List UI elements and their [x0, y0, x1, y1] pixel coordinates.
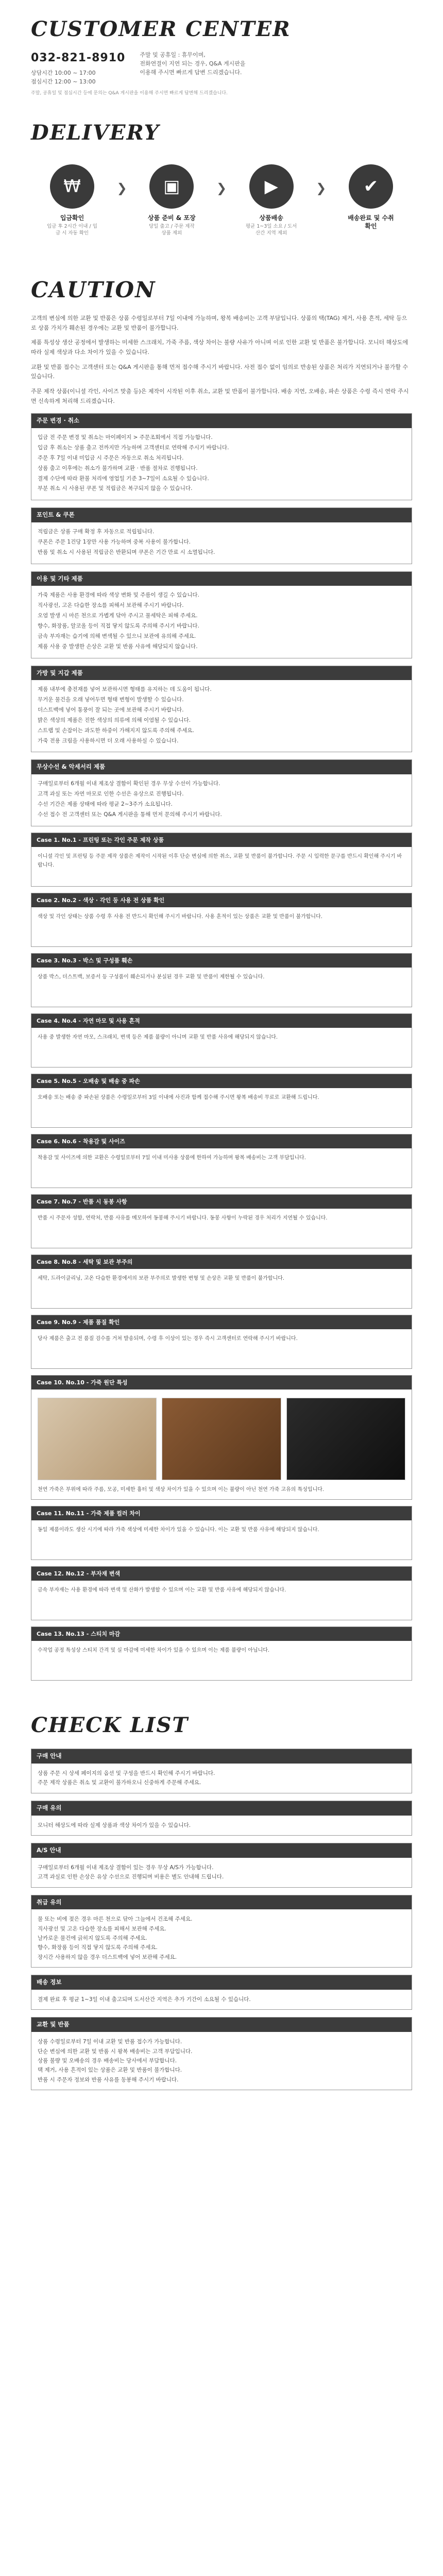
case-head: Case 10. No.10 - 가죽 원단 특성 — [31, 1376, 412, 1389]
case-body: 착용감 및 사이즈에 의한 교환은 수령일로부터 7일 이내 미사용 상품에 한하여 가능하며 왕복 배송비는 고객 부담입니다. — [38, 1155, 306, 1161]
checklist-line: 결제 완료 후 평균 1~3일 이내 출고되며 도서산간 지역은 추가 기간이 소요될 수 있습니다. — [38, 1996, 251, 2003]
case-box — [31, 1013, 412, 1067]
case-body: 금속 부자재는 사용 환경에 따라 변색 및 산화가 발생할 수 있으며 이는 교환 및 반품 사유에 해당되지 않습니다. — [38, 1587, 286, 1594]
caution-line: 무거운 물건을 오래 넣어두면 형태 변형이 발생할 수 있습니다. — [38, 697, 184, 703]
leather-photo-black — [286, 1398, 405, 1480]
caution-section-head: 포인트 & 쿠폰 — [31, 508, 412, 522]
case-head: Case 11. No.11 - 가죽 제품 컬러 차이 — [31, 1506, 412, 1520]
caution-title: CAUTION — [31, 277, 156, 302]
case-box — [31, 1134, 412, 1188]
caution-line: 금속 부자재는 습기에 의해 변색될 수 있으니 보관에 유의해 주세요. — [38, 633, 196, 639]
case-body: 오배송 또는 배송 중 파손된 상품은 수령일로부터 3일 이내에 사진과 함께 접수해 주시면 왕복 배송비 무료로 교환해 드립니다. — [38, 1094, 319, 1100]
delivery-step-shipping — [246, 164, 297, 237]
checklist-item-caution — [31, 1801, 412, 1836]
case-body: 세탁, 드라이클리닝, 고온 다습한 환경에서의 보관 부주의로 발생한 변형 및 손상은 교환 및 반품이 불가합니다. — [38, 1275, 285, 1281]
caution-line: 입금 후 취소는 상품 출고 전까지만 가능하며 고객센터로 연락해 주시기 바랍니다. — [38, 445, 229, 451]
checklist-title: CHECK LIST — [31, 1713, 189, 1738]
delivery-step-label: 상품배송 — [259, 214, 283, 222]
caution-line: 더스트백에 넣어 통풍이 잘 되는 곳에 보관해 주시기 바랍니다. — [38, 707, 184, 714]
caution-line: 상품 출고 이후에는 취소가 불가하며 교환 · 반품 절차로 진행됩니다. — [38, 465, 198, 471]
cs-hours-line: 점심시간 12:00 ~ 13:00 — [31, 78, 96, 85]
caution-section-body — [31, 428, 412, 500]
checklist-line: 주문 제작 상품은 취소 및 교환이 불가하오니 신중하게 주문해 주세요. — [38, 1780, 201, 1786]
caution-line: 제품 사용 중 발생한 손상은 교환 및 반품 사유에 해당되지 않습니다. — [38, 643, 198, 650]
checklist-line: 상품 주문 시 상세 페이지의 옵션 및 구성을 반드시 확인해 주시기 바랍니다. — [38, 1770, 215, 1777]
case-head: Case 7. No.7 - 반품 시 동봉 사항 — [31, 1195, 412, 1209]
delivery-step-sub: 당일 출고 / 주문 제작 상품 제외 — [148, 224, 195, 236]
check-icon: ✔ — [349, 164, 393, 209]
case-head: Case 12. No.12 - 부자재 변색 — [31, 1567, 412, 1581]
case-body: 동일 제품이라도 생산 시기에 따라 가죽 색상에 미세한 차이가 있을 수 있습니다. 이는 교환 및 반품 사유에 해당되지 않습니다. — [38, 1527, 319, 1533]
truck-icon: ▶ — [249, 164, 294, 209]
checklist-item-as — [31, 1843, 412, 1888]
case-body: 사용 중 발생한 자연 마모, 스크래치, 변색 등은 제품 불량이 아니며 교환 및 반품 사유에 해당되지 않습니다. — [38, 1034, 278, 1040]
cs-notice-line: 주말 및 공휴일 : 휴무이며, — [140, 52, 206, 58]
checklist-line: 모니터 해상도에 따라 실제 상품과 색상 차이가 있을 수 있습니다. — [38, 1822, 191, 1828]
case-body: 이니셜 각인 및 프린팅 등 주문 제작 상품은 제작이 시작된 이후 단순 변심에 의한 취소, 교환 및 반품이 불가합니다. 주문 시 입력한 문구를 반드시 확인해 주시기 바랍니다. — [38, 853, 402, 868]
checklist-body — [31, 2032, 412, 2090]
case-head: Case 8. No.8 - 세탁 및 보관 부주의 — [31, 1255, 412, 1269]
caution-line: 수선 접수 전 고객센터 또는 Q&A 게시판을 통해 먼저 문의해 주시기 바랍니다. — [38, 811, 222, 818]
caution-line: 주문 후 7일 이내 미입금 시 주문은 자동으로 취소 처리됩니다. — [38, 454, 184, 461]
caution-intro-paragraph: 교환 및 반품 접수는 고객센터 또는 Q&A 게시판을 통해 먼저 접수해 주시기 바랍니다. 사전 접수 없이 임의로 반송된 상품은 처리가 지연되거나 불가할 수 있습니다. — [31, 363, 408, 380]
checklist-head: 구매 안내 — [31, 1749, 412, 1764]
caution-intro-paragraph: 고객의 변심에 의한 교환 및 반품은 상품 수령일로부터 7일 이내에 가능하며, 왕복 배송비는 고객 부담입니다. 상품의 택(TAG) 제거, 사용 흔적, 세탁 등으로 상품 가치가 훼손된 경우에는 교환 및 반품이 불가합니다. — [31, 314, 407, 331]
caution-line: 수선 기간은 제품 상태에 따라 평균 2~3주가 소요됩니다. — [38, 801, 173, 807]
case-box — [31, 1626, 412, 1681]
checklist-head: A/S 안내 — [31, 1843, 412, 1858]
case-body: 색상 및 각인 상태는 상품 수령 후 사용 전 반드시 확인해 주시기 바랍니다. 사용 흔적이 있는 상품은 교환 및 반품이 불가합니다. — [38, 913, 322, 920]
caution-line: 직사광선, 고온 다습한 장소를 피해서 보관해 주시기 바랍니다. — [38, 602, 184, 609]
delivery-step-label: 입금확인 — [60, 214, 84, 222]
checklist-head: 구매 유의 — [31, 1801, 412, 1816]
checklist-line: 택 제거, 사용 흔적이 있는 상품은 교환 및 반품이 불가합니다. — [38, 2067, 182, 2074]
cs-contact — [31, 49, 125, 86]
leather-photo-brown — [162, 1398, 281, 1480]
caution-line: 쿠폰은 주문 1건당 1장만 사용 가능하며 중복 사용이 불가합니다. — [38, 538, 191, 545]
case-head: Case 6. No.6 - 착용감 및 사이즈 — [31, 1134, 412, 1148]
arrow-right-icon: ❯ — [216, 181, 227, 196]
checklist-item-purchase — [31, 1749, 412, 1793]
caution-line: 적립금은 상품 구매 확정 후 자동으로 적립됩니다. — [38, 529, 155, 535]
caution-section-repair — [31, 759, 412, 826]
delivery-step-label: 상품 준비 & 포장 — [148, 214, 196, 222]
leather-photos — [38, 1395, 405, 1485]
caution-line: 고객 과실 또는 자연 마모로 인한 수선은 유상으로 진행됩니다. — [38, 791, 184, 798]
case-head: Case 5. No.5 - 오배송 및 배송 중 파손 — [31, 1074, 412, 1088]
cs-hours-line: 상담시간 10:00 ~ 17:00 — [31, 70, 96, 77]
caution-section-points — [31, 507, 412, 564]
caution-intro-paragraph: 제품 특성상 생산 공정에서 발생하는 미세한 스크래치, 가죽 주름, 색상 차이는 불량 사유가 아니며 이로 인한 교환 및 반품은 불가합니다. 모니터 해상도에 따라 실제 색상과 다소 차이가 있을 수 있습니다. — [31, 339, 408, 355]
case-box-with-photos — [31, 1375, 412, 1500]
case-box — [31, 1506, 412, 1560]
checklist-head: 교환 및 반품 — [31, 2018, 412, 2032]
delivery-title: DELIVERY — [31, 121, 160, 145]
checklist-line: 구매일로부터 6개월 이내 제조상 결함이 있는 경우 무상 A/S가 가능합니다. — [38, 1864, 214, 1871]
caution-section-bags — [31, 666, 412, 753]
caution-section-body — [31, 586, 412, 657]
checklist-body — [31, 1990, 412, 2009]
case-body — [31, 1389, 412, 1499]
delivery-step-complete — [345, 164, 397, 232]
cs-footnote: 주말, 공휴일 및 점심시간 등에 문의는 Q&A 게시판을 이용해 주시면 빠르게 답변해 드리겠습니다. — [31, 91, 228, 96]
delivery-step-label: 배송완료 및 수취확인 — [348, 214, 394, 230]
caution-intro — [31, 314, 412, 406]
leather-photo-light — [38, 1398, 157, 1480]
checklist-head: 배송 정보 — [31, 1975, 412, 1990]
caution-section-usage — [31, 571, 412, 658]
customer-center-info — [31, 49, 412, 86]
case-head: Case 3. No.3 - 박스 및 구성품 훼손 — [31, 954, 412, 968]
checklist-body — [31, 1858, 412, 1887]
cs-notice — [140, 50, 245, 77]
case-body-text: 천연 가죽은 부위에 따라 주름, 모공, 미세한 흉터 및 색상 차이가 있을 수 있으며 이는 불량이 아닌 천연 가죽 고유의 특성입니다. — [38, 1487, 325, 1493]
checklist-line: 단순 변심에 의한 교환 및 반품 시 왕복 배송비는 고객 부담입니다. — [38, 2048, 193, 2055]
caution-section-head: 무상수선 & 악세서리 제품 — [31, 760, 412, 774]
caution-section-head: 주문 변경 · 취소 — [31, 414, 412, 428]
caution-line: 제품 내부에 충전재를 넣어 보관하시면 형태를 유지하는 데 도움이 됩니다. — [38, 686, 212, 693]
case-head: Case 4. No.4 - 자연 마모 및 사용 흔적 — [31, 1014, 412, 1028]
caution-section-head: 가방 및 지갑 제품 — [31, 666, 412, 681]
case-box — [31, 1566, 412, 1620]
checklist-item-shipping — [31, 1975, 412, 2010]
arrow-right-icon: ❯ — [116, 181, 127, 196]
caution-line: 스트랩 및 손잡이는 과도한 하중이 가해지지 않도록 주의해 주세요. — [38, 727, 194, 734]
caution-line: 밝은 색상의 제품은 진한 색상의 의류에 의해 이염될 수 있습니다. — [38, 717, 191, 723]
checklist-line: 상품 수령일로부터 7일 이내 교환 및 반품 접수가 가능합니다. — [38, 2039, 182, 2045]
checklist-line: 상품 불량 및 오배송의 경우 배송비는 당사에서 부담합니다. — [38, 2057, 177, 2064]
coin-icon: ₩ — [50, 164, 94, 209]
case-body: 수작업 공정 특성상 스티치 간격 및 실 마감에 미세한 차이가 있을 수 있으며 이는 제품 불량이 아닙니다. — [38, 1648, 270, 1654]
case-box — [31, 893, 412, 947]
caution-line: 입금 전 주문 변경 및 취소는 마이페이지 > 주문조회에서 직접 가능합니다. — [38, 434, 213, 441]
checklist-line: 직사광선 및 고온 다습한 장소를 피해서 보관해 주세요. — [38, 1925, 166, 1932]
cs-notice-line: 전화연결이 지연 되는 경우, Q&A 게시판을 — [140, 60, 246, 67]
checklist-line: 물 또는 비에 젖은 경우 마른 천으로 닦아 그늘에서 건조해 주세요. — [38, 1916, 193, 1923]
caution-line: 부분 취소 시 사용된 쿠폰 및 적립금은 복구되지 않을 수 있습니다. — [38, 485, 193, 492]
caution-line: 반품 및 취소 시 사용된 적립금은 반환되며 쿠폰은 기간 만료 시 소멸됩니다. — [38, 549, 215, 555]
caution-line: 가죽 제품은 사용 환경에 따라 색상 변화 및 주름이 생길 수 있습니다. — [38, 592, 199, 599]
cs-hours — [31, 69, 125, 86]
case-body: 반품 시 주문자 성함, 연락처, 반품 사유를 메모하여 동봉해 주시기 바랍니다. 동봉 사항이 누락된 경우 처리가 지연될 수 있습니다. — [38, 1215, 328, 1221]
caution-line: 오염 발생 시 마른 천으로 가볍게 닦아 주시고 물세탁은 피해 주세요. — [38, 613, 198, 619]
delivery-step-packing — [146, 164, 197, 237]
cs-notice-line: 이용해 주시면 빠르게 답변 드리겠습니다. — [140, 69, 242, 76]
box-icon: ▣ — [149, 164, 194, 209]
case-box — [31, 1315, 412, 1369]
delivery-step-sub: 입금 후 2시간 이내 / 입금 시 자동 확인 — [47, 224, 97, 236]
case-box — [31, 1194, 412, 1248]
checklist-line: 장시간 사용하지 않을 경우 더스트백에 넣어 보관해 주세요. — [38, 1954, 177, 1960]
delivery-step-sub: 평균 1~3일 소요 / 도서산간 지역 제외 — [245, 224, 297, 236]
case-head: Case 2. No.2 - 색상 · 각인 등 사용 전 상품 확인 — [31, 893, 412, 907]
checklist-line: 고객 과실로 인한 손상은 유상 수선으로 진행되며 비용은 별도 안내해 드립니다. — [38, 1874, 224, 1880]
cs-phone[interactable]: 032-821-8910 — [31, 52, 126, 64]
case-body: 상품 박스, 더스트백, 보증서 등 구성품이 훼손되거나 분실된 경우 교환 및 반품이 제한될 수 있습니다. — [38, 974, 265, 980]
checklist-head: 취급 유의 — [31, 1895, 412, 1910]
checklist-body — [31, 1909, 412, 1967]
caution-section-body — [31, 774, 412, 825]
delivery-step-payment — [46, 164, 98, 237]
checklist-item-handling — [31, 1895, 412, 1968]
caution-line: 결제 수단에 따라 환불 처리에 영업일 기준 3~7일이 소요될 수 있습니다. — [38, 475, 209, 482]
checklist-body — [31, 1816, 412, 1835]
delivery-steps — [31, 164, 412, 237]
checklist-body — [31, 1764, 412, 1793]
caution-section-body — [31, 522, 412, 564]
caution-intro-paragraph: 주문 제작 상품(이니셜 각인, 사이즈 맞춤 등)은 제작이 시작된 이후 취소, 교환 및 반품이 불가합니다. 배송 지연, 오배송, 파손 상품은 수령 즉시 연락 주시면 신속하게 처리해 드리겠습니다. — [31, 388, 409, 404]
case-box — [31, 953, 412, 1007]
case-head: Case 13. No.13 - 스티치 마감 — [31, 1627, 412, 1641]
caution-section-order — [31, 413, 412, 500]
case-box — [31, 833, 412, 887]
checklist-line: 반품 시 주문자 정보와 반품 사유를 동봉해 주시기 바랍니다. — [38, 2076, 179, 2083]
caution-line: 향수, 화장품, 알코올 등이 직접 닿지 않도록 주의해 주시기 바랍니다. — [38, 623, 199, 629]
caution-line: 구매일로부터 6개월 이내 제조상 결함이 확인된 경우 무상 수선이 가능합니다. — [38, 781, 220, 787]
checklist-item-return — [31, 2017, 412, 2090]
caution-section-body — [31, 680, 412, 752]
arrow-right-icon: ❯ — [316, 181, 327, 196]
customer-center-title: CUSTOMER CENTER — [31, 17, 291, 41]
case-box — [31, 1255, 412, 1309]
caution-section-head: 이용 및 기타 제품 — [31, 572, 412, 586]
case-body: 당사 제품은 출고 전 품질 검수를 거쳐 발송되며, 수령 후 이상이 있는 경우 즉시 고객센터로 연락해 주시기 바랍니다. — [38, 1336, 298, 1342]
checklist-line: 날카로운 물건에 긁히지 않도록 주의해 주세요. — [38, 1935, 147, 1942]
case-head: Case 1. No.1 - 프린팅 또는 각인 주문 제작 상품 — [31, 833, 412, 847]
checklist-line: 향수, 화장품 등이 직접 닿지 않도록 주의해 주세요. — [38, 1944, 158, 1951]
case-box — [31, 1074, 412, 1128]
case-head: Case 9. No.9 - 제품 품질 확인 — [31, 1315, 412, 1329]
caution-line: 가죽 전용 크림을 사용하시면 더 오래 사용하실 수 있습니다. — [38, 737, 179, 744]
